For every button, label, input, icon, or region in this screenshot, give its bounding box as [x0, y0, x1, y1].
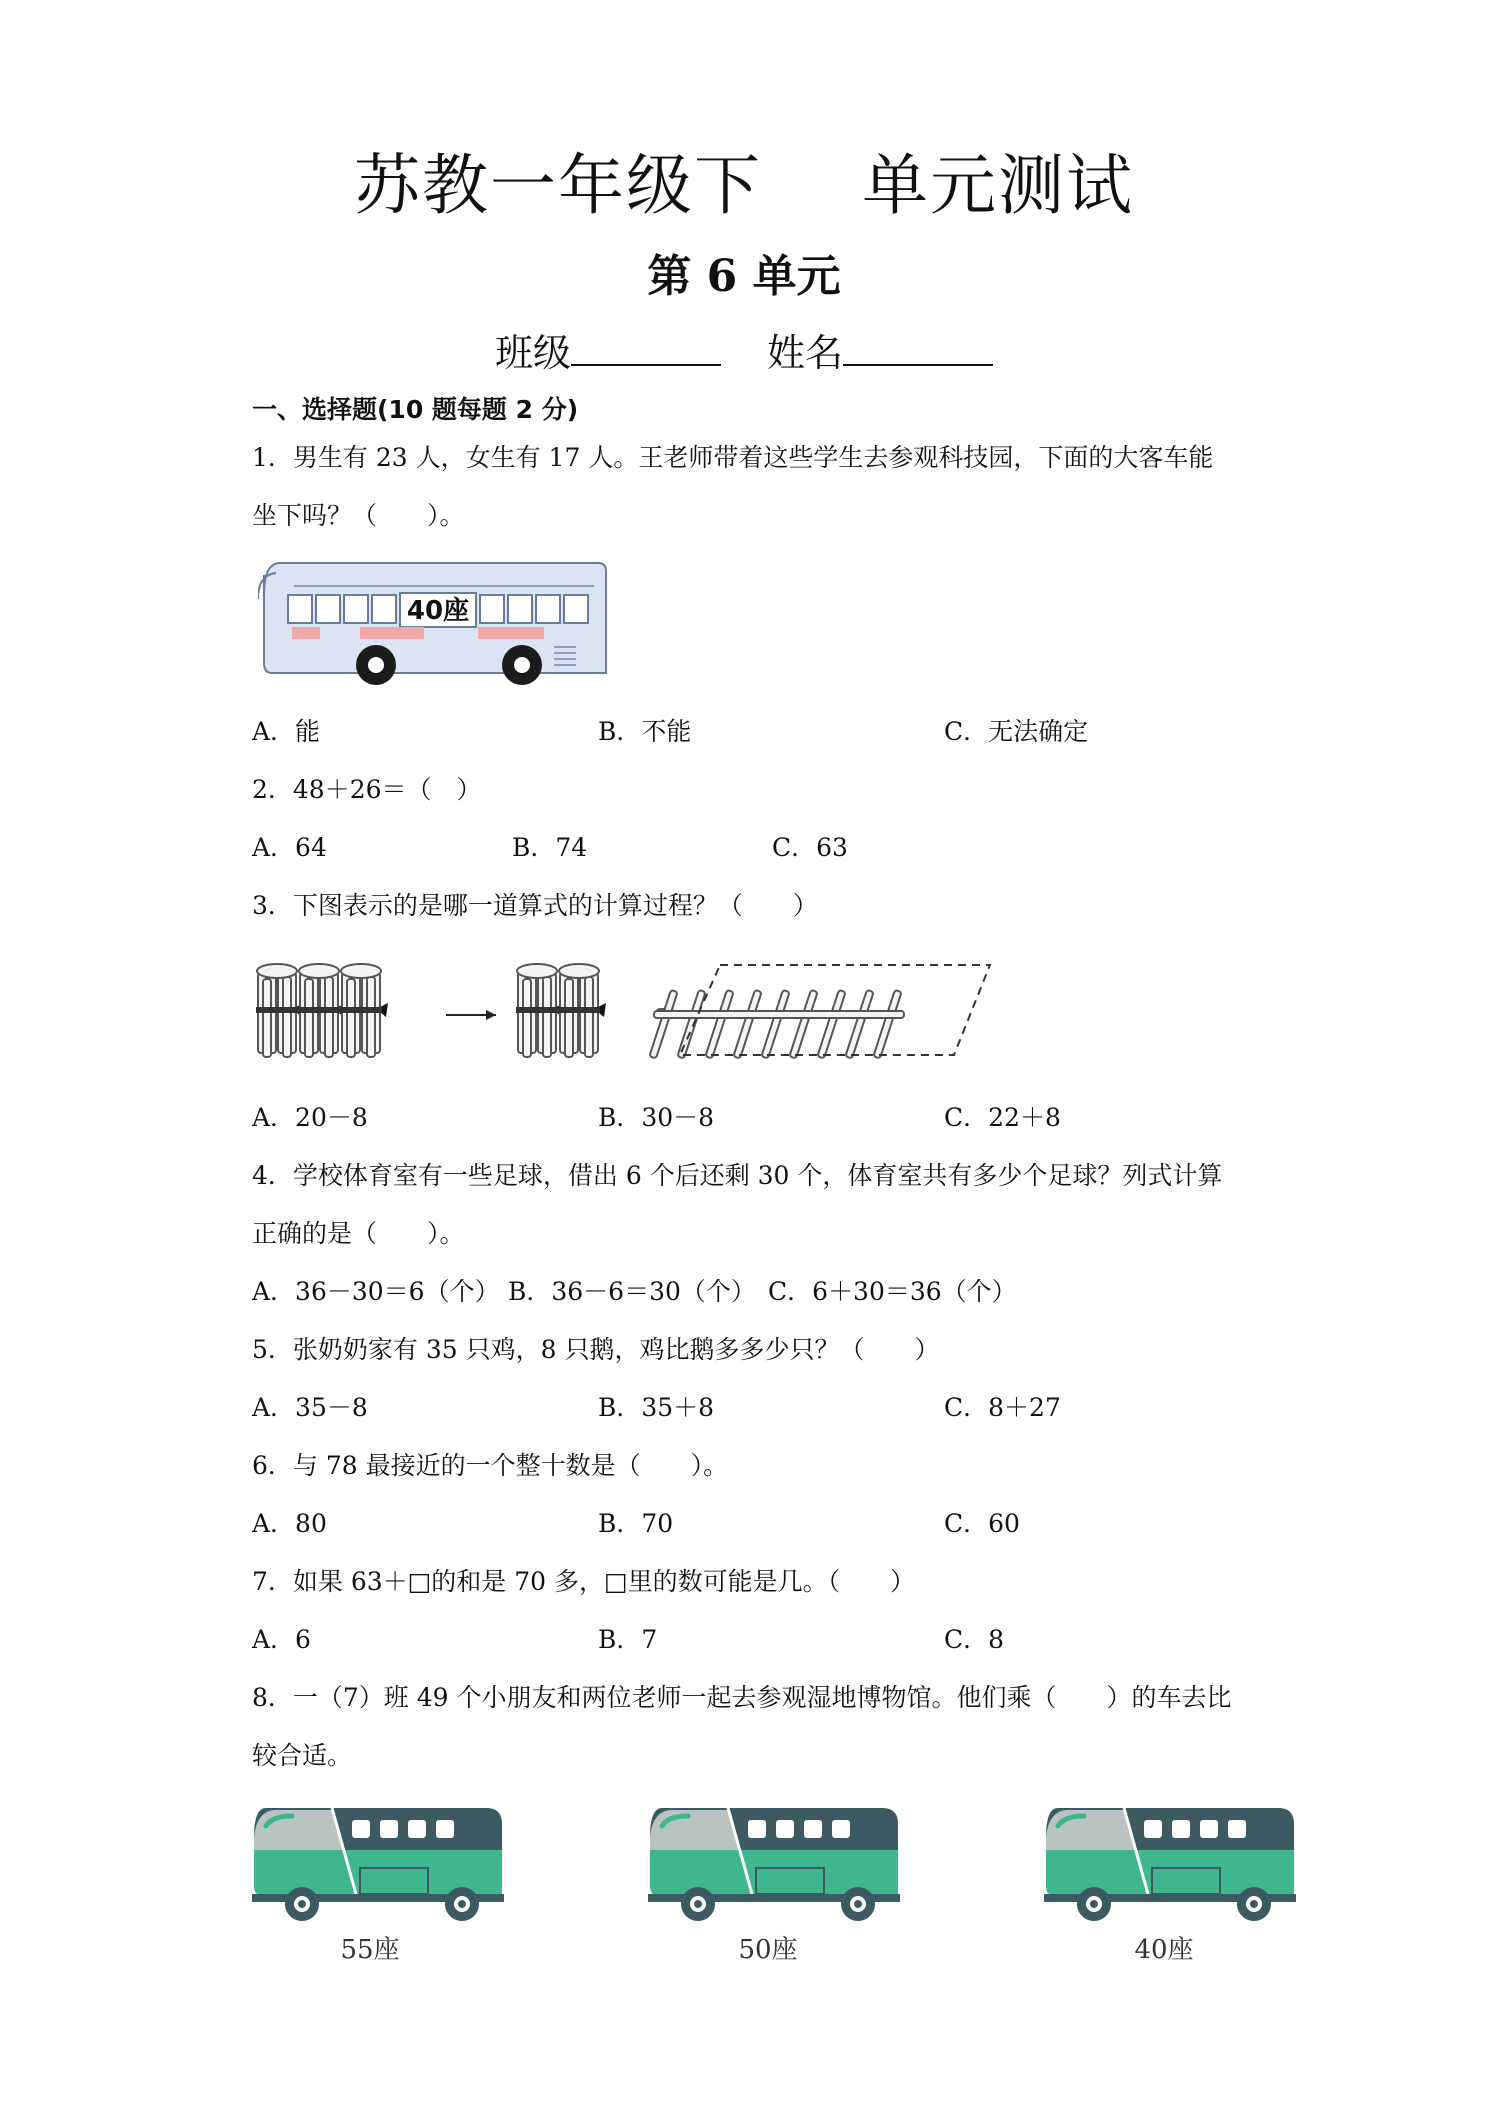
q2-option-a[interactable]: A．64 [252, 833, 327, 862]
q2-option-c[interactable]: C．63 [772, 833, 848, 862]
question-7: 7．如果 63＋□的和是 70 多，□里的数可能是几。（ ） [252, 1567, 916, 1596]
question-8-line-1: 8．一（7）班 49 个小朋友和两位老师一起去参观湿地博物馆。他们乘（ ）的车去比 [252, 1683, 1232, 1712]
q4-option-b[interactable]: B．36－6＝30（个） [508, 1277, 756, 1306]
q6-option-a[interactable]: A．80 [252, 1509, 327, 1538]
three-buses-figure [248, 1798, 1298, 1968]
class-blank[interactable] [571, 328, 721, 366]
q5-option-a[interactable]: A．35－8 [252, 1393, 368, 1422]
bus-40-label: 40座 [1134, 1935, 1194, 1965]
q3-option-b[interactable]: B．30－8 [598, 1103, 715, 1132]
stick-bundles-figure [250, 955, 1000, 1070]
question-4-line-2: 正确的是（ ）。 [252, 1219, 465, 1248]
question-8-line-2: 较合适。 [252, 1741, 353, 1770]
question-1-line-2: 坐下吗？（ ）。 [252, 501, 465, 530]
bus-seat-label: 40座 [406, 596, 470, 626]
title-left: 苏教一年级下 [354, 147, 762, 224]
q5-option-b[interactable]: B．35＋8 [598, 1393, 715, 1422]
question-3: 3．下图表示的是哪一道算式的计算过程？（ ） [252, 891, 818, 920]
unit-title: 第 6 单元 [647, 251, 841, 302]
q4-option-a[interactable]: A．36－30＝6（个） [252, 1277, 500, 1306]
q7-option-b[interactable]: B．7 [598, 1625, 658, 1654]
name-label: 姓名 [767, 331, 844, 375]
title-right: 单元测试 [862, 147, 1134, 224]
question-1-line-1: 1．男生有 23 人，女生有 17 人。王老师带着这些学生去参观科技园，下面的大客车能 [252, 443, 1214, 472]
q4-option-c[interactable]: C．6＋30＝36（个） [768, 1277, 1017, 1306]
bus-55-label: 55座 [340, 1935, 400, 1965]
q1-option-b[interactable]: B．不能 [598, 717, 692, 746]
q6-option-c[interactable]: C．60 [944, 1509, 1020, 1538]
q3-option-c[interactable]: C．22＋8 [944, 1103, 1061, 1132]
q7-option-c[interactable]: C．8 [944, 1625, 1005, 1654]
question-4-line-1: 4．学校体育室有一些足球，借出 6 个后还剩 30 个，体育室共有多少个足球？列式计算 [252, 1161, 1223, 1190]
question-5: 5．张奶奶家有 35 只鸡，8 只鹅，鸡比鹅多多少只？（ ） [252, 1335, 940, 1364]
page-title [0, 132, 1488, 227]
q5-option-c[interactable]: C．8＋27 [944, 1393, 1061, 1422]
class-label: 班级 [494, 331, 571, 375]
bus-40-seat-image [258, 555, 610, 685]
q6-option-b[interactable]: B．70 [598, 1509, 674, 1538]
q2-option-b[interactable]: B．74 [512, 833, 588, 862]
q3-option-a[interactable]: A．20－8 [252, 1103, 368, 1132]
q1-option-a[interactable]: A．能 [252, 717, 321, 746]
bus-50-label: 50座 [738, 1935, 798, 1965]
question-2: 2．48＋26＝（ ） [252, 775, 482, 804]
question-6: 6．与 78 最接近的一个整十数是（ ）。 [252, 1451, 729, 1480]
q1-option-c[interactable]: C．无法确定 [944, 717, 1089, 746]
class-name-line [0, 322, 1488, 377]
name-blank[interactable] [843, 328, 993, 366]
q7-option-a[interactable]: A．6 [252, 1625, 311, 1654]
section-title: 一、选择题(10 题每题 2 分) [252, 395, 579, 424]
